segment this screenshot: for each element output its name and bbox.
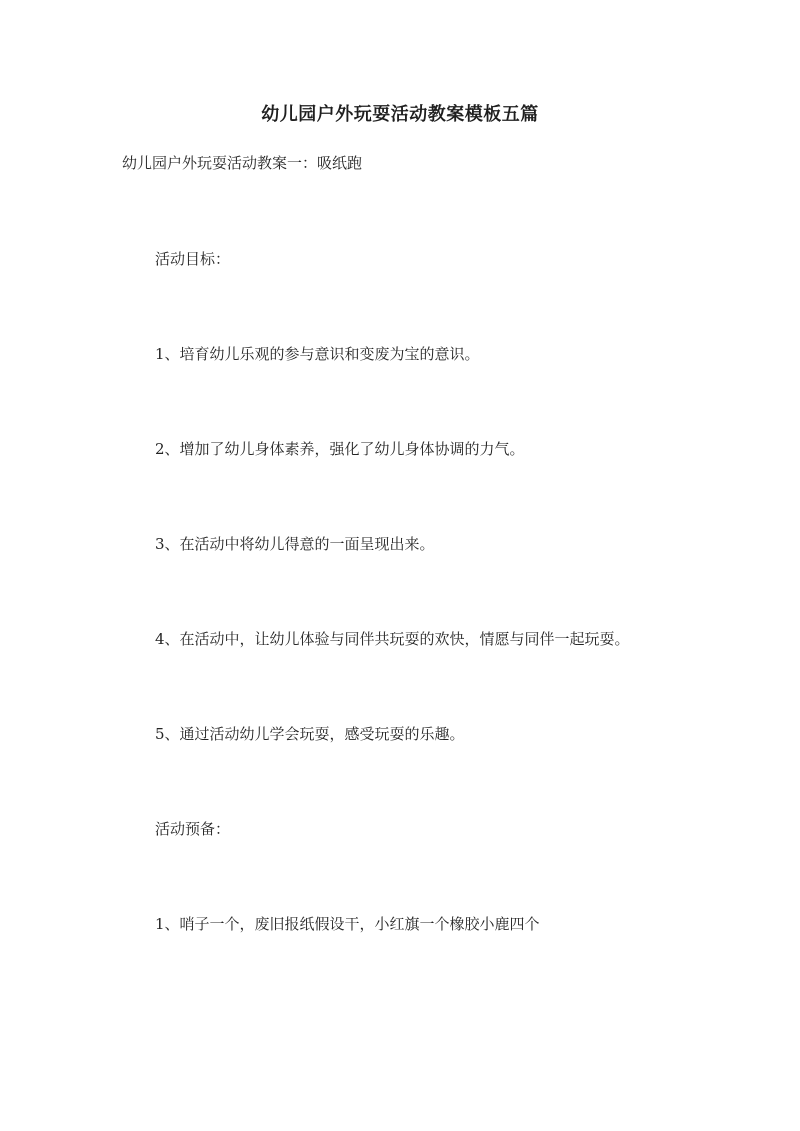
preparation-item-1: 1、哨子一个，废旧报纸假设干，小红旗一个橡胶小鹿四个 xyxy=(155,915,540,933)
activity-preparation-heading: 活动预备： xyxy=(155,820,231,838)
goal-item-4: 4、在活动中，让幼儿体验与同伴共玩耍的欢快，情愿与同伴一起玩耍。 xyxy=(155,630,630,648)
section-heading: 幼儿园户外玩耍活动教案一：吸纸跑 xyxy=(122,154,363,172)
goal-item-1: 1、培育幼儿乐观的参与意识和变废为宝的意识。 xyxy=(155,345,480,363)
goal-item-5: 5、通过活动幼儿学会玩耍，感受玩耍的乐趣。 xyxy=(155,725,465,743)
document-title: 幼儿园户外玩耍活动教案模板五篇 xyxy=(261,104,539,125)
activity-goals-heading: 活动目标： xyxy=(155,250,231,268)
goal-item-3: 3、在活动中将幼儿得意的一面呈现出来。 xyxy=(155,535,435,553)
goal-item-2: 2、增加了幼儿身体素养，强化了幼儿身体协调的力气。 xyxy=(155,440,525,458)
